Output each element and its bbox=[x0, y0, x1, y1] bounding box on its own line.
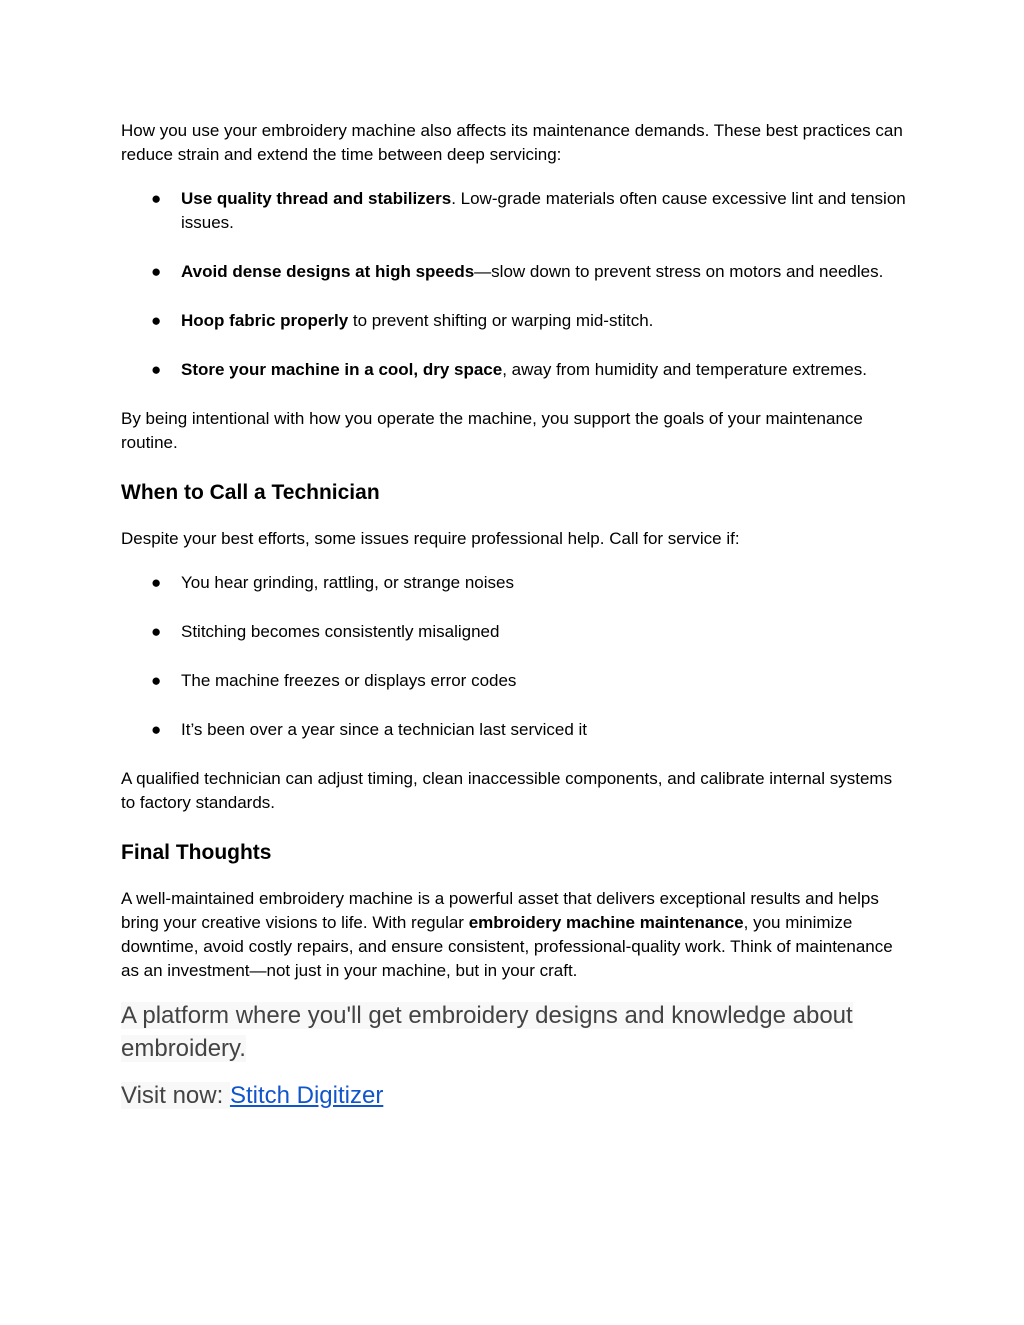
technician-summary: A qualified technician can adjust timing, clean inaccessible components, and calibrate internal systems to factory standards. bbox=[121, 769, 893, 812]
list-item bbox=[121, 358, 906, 382]
promo-tagline-text: A platform where you'll get embroidery designs and knowledge about embroidery. bbox=[121, 1002, 853, 1062]
technician-item-text: Stitching becomes consistently misaligned bbox=[181, 622, 500, 641]
final-text-after: , you minimize downtime, avoid costly repairs, and ensure consistent, professional-quality work. Think of maintenance as an investment—not just in your machine, but in your craft. bbox=[121, 913, 893, 980]
list-item bbox=[121, 571, 906, 595]
practice-bold: Use quality thread and stabilizers bbox=[181, 189, 452, 208]
practice-bold: Avoid dense designs at high speeds bbox=[181, 262, 475, 281]
practices-intro: How you use your embroidery machine also affects its maintenance demands. These best practices can reduce strain and extend the time between deep servicing: bbox=[121, 121, 903, 164]
technician-intro: Despite your best efforts, some issues require professional help. Call for service if: bbox=[121, 529, 740, 548]
list-item bbox=[121, 187, 906, 235]
practice-text: to prevent shifting or warping mid-stitch. bbox=[348, 311, 654, 330]
technician-list bbox=[121, 571, 906, 742]
technician-item-text: The machine freezes or displays error codes bbox=[181, 671, 517, 690]
technician-item-text: It’s been over a year since a technician last serviced it bbox=[181, 720, 588, 739]
practice-text: —slow down to prevent stress on motors and needles. bbox=[474, 262, 884, 281]
bullet-icon: ● bbox=[151, 622, 162, 641]
stitch-digitizer-link[interactable]: Stitch Digitizer bbox=[229, 1082, 384, 1109]
bullet-icon: ● bbox=[151, 189, 162, 208]
practice-bold: Store your machine in a cool, dry space bbox=[181, 360, 503, 379]
bullet-icon: ● bbox=[151, 671, 162, 690]
visit-label: Visit now: bbox=[121, 1082, 230, 1109]
final-text-before: A well-maintained embroidery machine is a powerful asset that delivers exceptional results and helps bring your creative visions to life. With regular bbox=[121, 889, 879, 932]
list-item bbox=[121, 309, 906, 333]
practices-list bbox=[121, 187, 906, 382]
promo-visit bbox=[121, 1079, 906, 1112]
list-item bbox=[121, 260, 906, 284]
list-item bbox=[121, 620, 906, 644]
practices-summary: By being intentional with how you operate the machine, you support the goals of your maintenance routine. bbox=[121, 409, 863, 452]
list-item bbox=[121, 718, 906, 742]
bullet-icon: ● bbox=[151, 311, 162, 330]
technician-item-text: You hear grinding, rattling, or strange noises bbox=[181, 573, 514, 592]
bullet-icon: ● bbox=[151, 360, 162, 379]
promo-tagline bbox=[121, 999, 906, 1065]
final-text-bold: embroidery machine maintenance bbox=[468, 913, 744, 932]
final-paragraph bbox=[121, 887, 906, 983]
practice-bold: Hoop fabric properly bbox=[181, 311, 349, 330]
bullet-icon: ● bbox=[151, 262, 162, 281]
document-page bbox=[121, 119, 906, 1112]
list-item bbox=[121, 669, 906, 693]
bullet-icon: ● bbox=[151, 573, 162, 592]
practice-text: . Low-grade materials often cause excessive lint and tension issues. bbox=[181, 189, 906, 232]
bullet-icon: ● bbox=[151, 720, 162, 739]
practice-text: , away from humidity and temperature extremes. bbox=[502, 360, 867, 379]
technician-heading: When to Call a Technician bbox=[121, 481, 380, 504]
final-heading: Final Thoughts bbox=[121, 841, 272, 864]
